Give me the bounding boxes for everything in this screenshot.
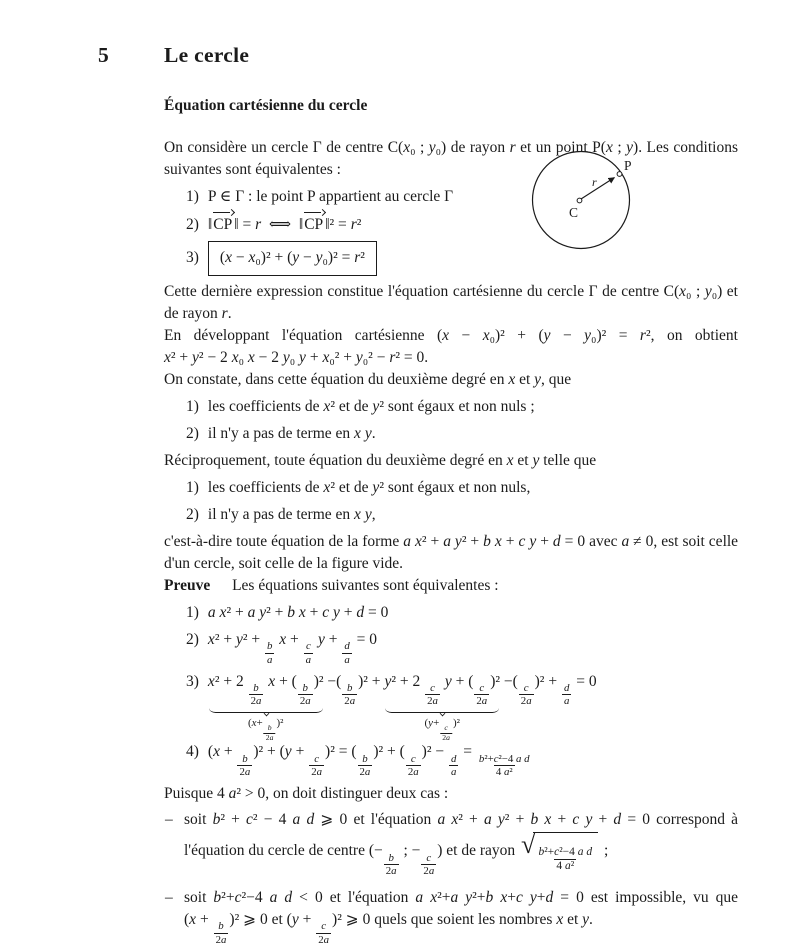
math-expression: −( $\frac{c}{2a}$ )² + $\frac{d}{a}$ = 0 [503,672,597,708]
section-number: 5 [98,43,109,67]
preuve-intro: Les équations suivantes sont équivalentes : [232,577,499,594]
case-text: soit b² + c² − 4 a d ⩾ 0 et l'équation a x² + a y² + b x + c y + d = 0 correspond à l'équation du cercle de centre (− $\frac{b}{2a}$ ; − $\frac{c}{2a}$ ) et de rayon √ $\frac{\text{b²+c²−4 a d}}{\text{4 a²}}$ ; [184,811,739,877]
math-expression: x² [323,479,335,496]
case-item [165,887,738,946]
equation-part [327,672,381,708]
item-label: 2) [186,216,199,233]
math-expression: C(x₀ ; y₀) [387,139,447,156]
vector-arrow: CP [212,213,234,236]
fraction: $\frac{b}{2a}$ [299,682,311,708]
square-root [521,831,598,872]
equation-row [186,629,738,666]
math-expression [519,830,600,872]
subsection-title: Équation cartésienne du cercle [164,97,368,114]
intro-paragraph: On considère un cercle Γ de centre C(x₀ ; y₀) de rayon r et un point P(x ; y). Les conditions suivantes sont équivalentes : [164,139,738,178]
circle-point-label: P [624,158,632,173]
fraction: $\frac{b}{a}$ [266,640,273,666]
paragraph: Cette dernière expression constitue l'équation cartésienne du cercle Γ de centre C(x₀ ; y₀) et de rayon r. [164,283,738,322]
math-expression: x² + y² + $\frac{b}{a}$ x + $\frac{c}{a}$ y + $\frac{d}{a}$ = 0 [207,631,378,666]
equation-row [186,741,738,778]
math-expression: a x²+a y²+b x+c y+d = 0 [415,889,584,907]
math-expression: (y + $\frac{c}{2a}$ )² ⩾ 0 [286,911,371,946]
equation-part [384,672,501,708]
list-item [186,477,738,499]
item-text: les coefficients de x² et de y² sont égaux et non nuls ; [207,398,535,415]
section-title: Le cercle [164,43,250,67]
fraction: $\frac{d}{a}$ [344,640,350,666]
math-expression: x [508,371,516,388]
math-expression: x y [354,506,372,523]
math-expression: 4 a² > 0 [216,785,266,803]
boxed-equation [208,241,377,276]
math-expression: ‖CP ‖ = r ⟺ ‖CP ‖² = r² [208,216,361,233]
fraction: $\frac{c}{2a}$ [407,752,419,778]
math-expression: a x² + a y² + b x + c y + d = 0 [207,604,389,621]
observations-list [164,396,738,445]
math-expression: Γ [588,283,598,300]
item-label: 2) [186,631,199,648]
conditions-list [164,186,738,276]
math-expression: C(x₀ ; y₀) [663,283,723,300]
math-expression: y [532,452,540,469]
underbrace-label [248,717,283,742]
fraction: $\frac{c}{2a}$ [318,920,330,946]
vector-arrow: CP [303,213,325,236]
dash-bullet: – [165,889,173,907]
math-expression: r [221,305,228,322]
underbrace-label [425,717,460,742]
math-expression: a ≠ 0 [621,533,654,550]
math-expression: b² + c² − 4 a d ⩾ 0 [212,811,348,829]
math-expression: y² [372,398,384,415]
list-item [186,423,738,445]
fraction: $\frac{b}{2a}$ [344,682,356,708]
item-label: 1) [186,398,199,415]
math-expression: y² + 2 $\frac{c}{2a}$ y + ( $\frac{c}{2a}$ )² [384,672,501,708]
radius-label: r [592,175,597,189]
fraction: $\frac{b}{2a}$ [250,682,262,708]
preuve-heading-row [164,575,738,597]
fraction: $\frac{b}{2a}$ [215,920,227,946]
fraction: $\frac{c}{2a}$ [423,851,435,877]
list-item [186,504,738,526]
list-item [186,213,738,236]
item-label: 4) [186,743,199,761]
fraction: $\frac{\text{b²+c²−4 a d}}{\text{4 a²}}$ [538,845,593,872]
preuve-heading: Preuve [164,577,211,594]
fraction: $\frac{c}{2a}$ [442,723,450,742]
case-text: soit b²+c²−4 a d < 0 et l'équation a x²+a y²+b x+c y+d = 0 est impossible, vu que (x + $\frac{b}{2a}$ )² ⩾ 0 et (y + $\frac{c}{2a}$ )² ⩾ 0 quels que soient les nombres x et y. [184,889,739,946]
math-expression: (x+ $\frac{b}{2a}$ )² [247,717,284,742]
math-expression: x² [323,398,335,415]
item-label: 1) [186,479,199,496]
list-item [186,186,738,208]
item-label: 1) [186,188,199,205]
fraction: $\frac{\text{b²+c²−4 a d}}{\text{4 a²}}$ [478,752,530,778]
list-item [186,241,738,276]
equation-row [186,602,738,624]
page-content [98,43,739,946]
fraction: $\frac{c}{a}$ [305,640,312,666]
fraction: $\frac{d}{a}$ [450,752,457,778]
math-expression: r [509,139,516,156]
item-text [208,213,361,236]
item-label: 2) [186,425,199,442]
paragraph: En développant l'équation cartésienne (x − x₀)² + (y − y₀)² = r², on obtient x² + y² − 2 x₀ x − 2 y₀ y + x₀² + y₀² − r² = 0. [164,327,738,366]
equation [207,671,597,742]
math-expression: a x² + a y² + b x + c y + d = 0 [437,811,650,829]
math-expression: Γ [444,188,454,205]
item-text: P ∈ Γ : le point P appartient au cercle Γ [207,188,454,205]
math-expression: x [506,452,514,469]
list-item [186,396,738,418]
underbrace [209,708,323,713]
math-expression: x [556,911,564,929]
fraction: $\frac{b}{2a}$ [239,752,251,778]
paragraph: Puisque 4 a² > 0, on doit distinguer deux cas : [164,785,449,803]
fraction: $\frac{c}{2a}$ [476,682,488,708]
dash-bullet: – [165,811,173,829]
fraction: $\frac{c}{2a}$ [311,752,323,778]
equation [208,629,377,666]
paragraph: Réciproquement, toute équation du deuxième degré en x et y telle que [164,452,597,469]
paragraph: c'est-à-dire toute équation de la forme a x² + a y² + b x + c y + d = 0 avec a ≠ 0, est soit celle d'un cercle, soit celle de la figure vide. [164,533,739,572]
math-expression: (x + $\frac{b}{2a}$ )² ⩾ 0 [184,911,268,946]
item-label: 2) [186,506,199,523]
math-expression: (x − x₀)² + (y − y₀)² = r² [219,249,365,266]
item-label: 1) [186,604,199,621]
fraction: $\frac{b}{2a}$ [385,851,397,877]
fraction: $\frac{c}{2a}$ [520,682,532,708]
equation [208,741,533,778]
math-expression: y² [372,479,384,496]
center-point-label: C [569,205,579,220]
equation-part [207,672,324,708]
section-heading [98,43,738,69]
math-expression: −( $\frac{b}{2a}$ )² + [327,672,381,708]
item-text: il n'y a pas de terme en x y. [207,425,376,442]
radical-sign: √ [521,830,536,860]
reciproque-list [164,477,738,526]
fraction: $\frac{c}{2a}$ [427,682,438,708]
math-expression: Γ [312,139,322,156]
equation [208,602,388,624]
underbrace [385,708,499,713]
math-expression: P(x ; y) [592,139,639,156]
preuve-equations [164,602,738,778]
math-expression: b²+c²−4 a d < 0 [213,889,323,907]
math-expression: P ∈ Γ [207,188,245,205]
math-expression: y [534,371,542,388]
math-expression: (x + $\frac{b}{2a}$ )² + (y + $\frac{c}{2a}$ )² = ( $\frac{b}{2a}$ )² + ( $\frac{c}{2a}$ )² − $\frac{d}{a}$ = $\frac{\text{b²+c²−4 a d}}{\text{4 a²}}$ [208,743,533,760]
item-label: 3) [186,249,199,266]
fraction: $\frac{b}{2a}$ [265,723,274,742]
math-expression: P [307,188,316,205]
math-expression: x² + 2 $\frac{b}{2a}$ x + ( $\frac{b}{2a}$ )² [207,672,324,708]
math-expression: a x² + a y² + b x + c y + d = 0 [403,533,586,550]
underbrace-group [384,671,501,742]
math-expression: (− $\frac{b}{2a}$ ; − $\frac{c}{2a}$ ) [368,842,443,877]
math-expression: y [582,911,590,929]
item-label: 3) [186,672,199,690]
equation-part [503,672,597,708]
fraction: $\frac{d}{a}$ [563,682,570,708]
paragraph: On constate, dans cette équation du deuxième degré en x et y, que [164,371,572,388]
item-text: il n'y a pas de terme en x y, [207,506,376,523]
math-expression: (y+ $\frac{c}{2a}$ )² [424,717,460,742]
underbrace-group [207,671,324,742]
math-expression: x y [354,425,372,442]
case-item [165,809,738,877]
fraction: $\frac{b}{2a}$ [359,752,371,778]
item-text: les coefficients de x² et de y² sont égaux et non nuls, [207,479,531,496]
math-expression: x² + y² − 2 x₀ x − 2 y₀ y + x₀² + y₀² − r² = 0 [164,349,425,366]
math-expression: (x − x₀)² + (y − y₀)² = r² [436,327,651,344]
equation-row [186,671,738,742]
